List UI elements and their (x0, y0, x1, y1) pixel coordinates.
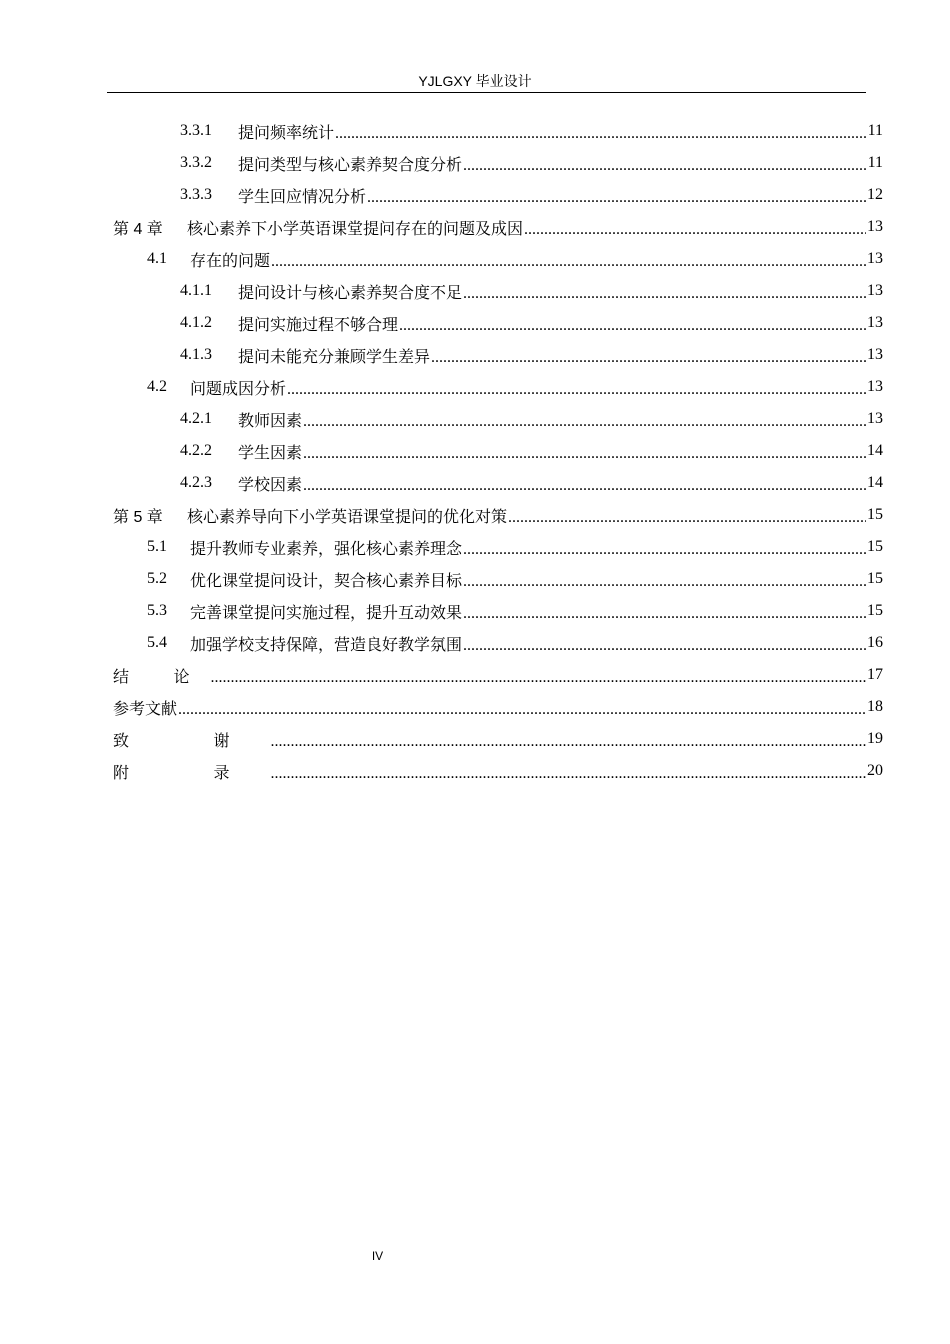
toc-entry-page: 13 (867, 410, 883, 427)
toc-entry[interactable] (0, 435, 950, 467)
toc-entry[interactable] (0, 595, 950, 627)
toc-leader-dots (463, 157, 867, 175)
toc-entry-number: 4.1.1 (180, 282, 212, 299)
toc-entry-title: 提问类型与核心素养契合度分析 (238, 156, 463, 174)
toc-entry-title: 核心素养下小学英语课堂提问存在的问题及成因 (187, 220, 524, 238)
toc-entry-page: 13 (867, 282, 883, 299)
toc-leader-dots (463, 285, 866, 303)
toc-entry-number: 4.1 (147, 250, 167, 267)
toc-leader-dots (270, 733, 866, 751)
toc-entry[interactable] (0, 371, 950, 403)
toc-entry-page: 11 (867, 154, 883, 171)
toc-entry-title: 完善课堂提问实施过程，提升互动效果 (190, 604, 463, 622)
toc-entry[interactable] (0, 339, 950, 371)
page-header: YJLGXY 毕业设计 (418, 73, 532, 89)
toc-entry-title: 致 谢 (113, 732, 270, 750)
toc-leader-dots (463, 541, 866, 559)
toc-entry-title: 问题成因分析 (190, 380, 287, 398)
page-number: IV (371, 1249, 384, 1263)
toc-entry[interactable] (0, 403, 950, 435)
toc-entry-title: 加强学校支持保障，营造良好教学氛围 (190, 636, 463, 654)
toc-entry-title: 学校因素 (238, 476, 303, 494)
toc-entry-title: 优化课堂提问设计，契合核心素养目标 (190, 572, 463, 590)
toc-leader-dots (178, 701, 866, 719)
toc-entry-acknowledgements[interactable] (0, 723, 950, 755)
toc-entry-page: 19 (867, 730, 883, 747)
toc-leader-dots (367, 189, 866, 207)
header-rule (107, 92, 866, 93)
toc-entry-title: 附 录 (113, 764, 270, 782)
toc-leader-dots (463, 637, 866, 655)
toc-entry[interactable] (0, 243, 950, 275)
toc-entry-title: 参考文献 (113, 700, 178, 718)
toc-entry-number: 3.3.3 (180, 186, 212, 203)
toc-leader-dots (463, 573, 866, 591)
toc-entry-page: 11 (867, 122, 883, 139)
toc-entry-page: 12 (867, 186, 883, 203)
toc-entry[interactable] (0, 467, 950, 499)
toc-entry[interactable] (0, 307, 950, 339)
toc-entry-title: 提问设计与核心素养契合度不足 (238, 284, 463, 302)
toc-entry[interactable] (0, 563, 950, 595)
toc-entry[interactable] (0, 115, 950, 147)
toc-entry-number: 第 4 章 (113, 220, 163, 238)
toc-entry-number: 3.3.2 (180, 154, 212, 171)
toc-leader-dots (270, 765, 866, 783)
toc-entry-number: 4.2.2 (180, 442, 212, 459)
toc-leader-dots (303, 477, 866, 495)
toc-entry-page: 20 (867, 762, 883, 779)
toc-leader-dots (431, 349, 866, 367)
toc-entry-title: 提问实施过程不够合理 (238, 316, 399, 334)
toc-leader-dots (524, 221, 866, 239)
toc-entry-number: 4.2.1 (180, 410, 212, 427)
toc-entry-page: 14 (867, 474, 883, 491)
toc-entry-number: 5.2 (147, 570, 167, 587)
toc-leader-dots (463, 605, 866, 623)
toc-entry-number: 3.3.1 (180, 122, 212, 139)
toc-entry-page: 16 (867, 634, 883, 651)
toc-entry-page: 15 (867, 602, 883, 619)
toc-entry-title: 存在的问题 (190, 252, 271, 270)
toc-entry-number: 4.1.3 (180, 346, 212, 363)
toc-leader-dots (210, 669, 866, 687)
toc-entry-title: 提问频率统计 (238, 124, 335, 142)
toc-entry-title: 核心素养导向下小学英语课堂提问的优化对策 (187, 508, 508, 526)
toc-entry-number: 第 5 章 (113, 508, 163, 526)
toc-chapter-entry[interactable] (0, 499, 950, 531)
toc-entry-page: 15 (867, 506, 883, 523)
toc-leader-dots (335, 125, 867, 143)
toc-entry-page: 13 (867, 314, 883, 331)
toc-entry-number: 5.4 (147, 634, 167, 651)
toc-entry-references[interactable] (0, 691, 950, 723)
toc-entry[interactable] (0, 627, 950, 659)
table-of-contents (0, 115, 950, 787)
toc-entry-page: 13 (867, 250, 883, 267)
toc-entry[interactable] (0, 147, 950, 179)
toc-entry-page: 13 (867, 378, 883, 395)
toc-entry-title: 结 论 (113, 668, 210, 686)
toc-entry-number: 5.3 (147, 602, 167, 619)
toc-leader-dots (508, 509, 866, 527)
toc-entry-number: 4.2.3 (180, 474, 212, 491)
toc-leader-dots (303, 413, 866, 431)
toc-leader-dots (399, 317, 866, 335)
toc-entry-page: 14 (867, 442, 883, 459)
toc-entry[interactable] (0, 275, 950, 307)
toc-entry-conclusion[interactable] (0, 659, 950, 691)
toc-entry-title: 学生因素 (238, 444, 303, 462)
toc-entry-title: 提升教师专业素养，强化核心素养理念 (190, 540, 463, 558)
toc-entry-number: 4.1.2 (180, 314, 212, 331)
toc-entry-page: 13 (867, 346, 883, 363)
toc-entry-page: 15 (867, 538, 883, 555)
toc-leader-dots (287, 381, 866, 399)
toc-entry-number: 4.2 (147, 378, 167, 395)
toc-entry-title: 提问未能充分兼顾学生差异 (238, 348, 431, 366)
toc-chapter-entry[interactable] (0, 211, 950, 243)
toc-leader-dots (303, 445, 866, 463)
toc-entry-number: 5.1 (147, 538, 167, 555)
toc-entry-page: 13 (867, 218, 883, 235)
toc-entry-title: 教师因素 (238, 412, 303, 430)
toc-entry-title: 学生回应情况分析 (238, 188, 367, 206)
toc-entry-page: 17 (867, 666, 883, 683)
toc-leader-dots (271, 253, 866, 271)
toc-entry-page: 15 (867, 570, 883, 587)
toc-entry[interactable] (0, 531, 950, 563)
toc-entry[interactable] (0, 179, 950, 211)
toc-entry-page: 18 (867, 698, 883, 715)
toc-entry-appendix[interactable] (0, 755, 950, 787)
